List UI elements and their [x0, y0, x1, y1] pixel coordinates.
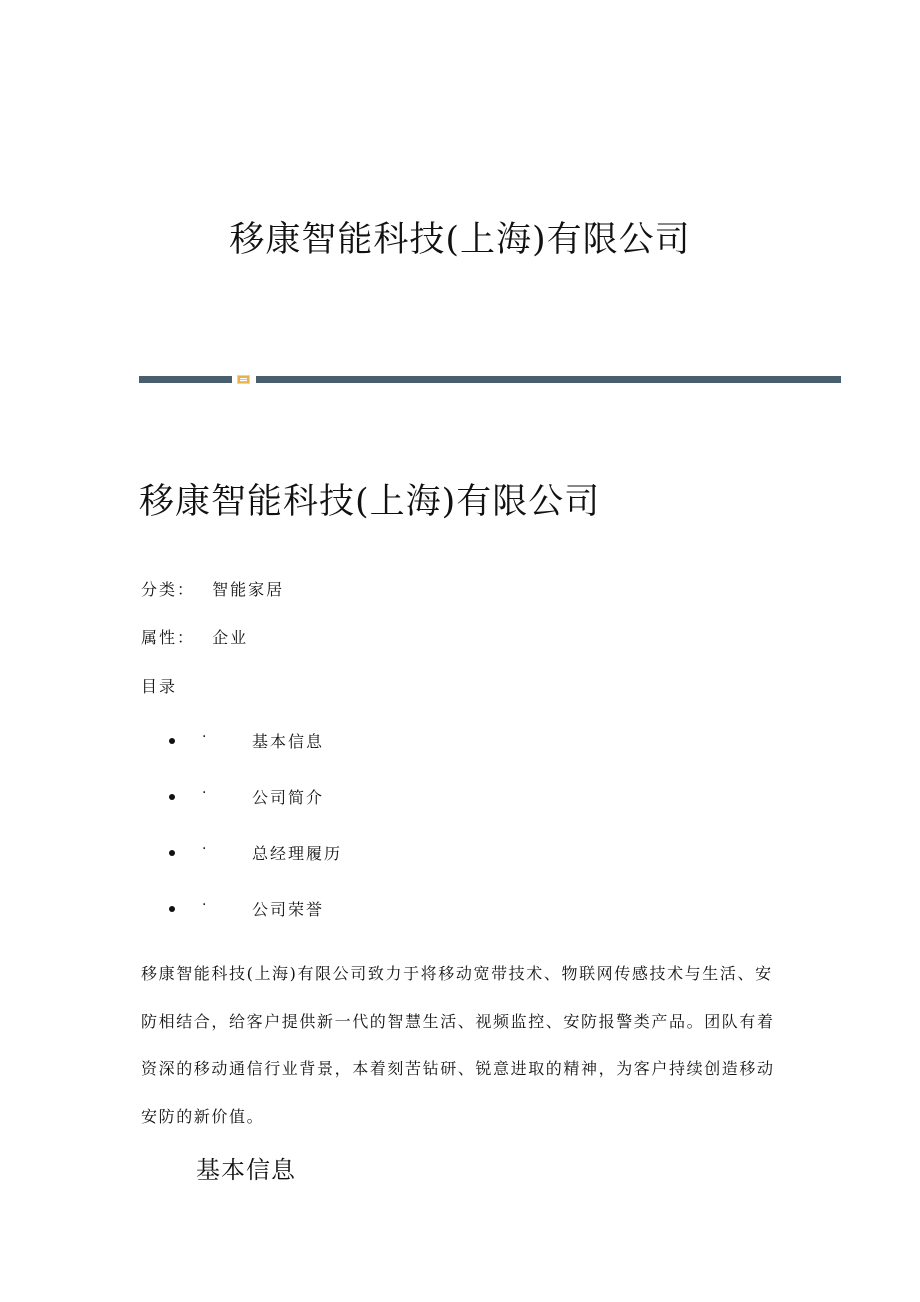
attribute-value: 企业	[212, 628, 249, 647]
divider-bar-right	[256, 376, 841, 383]
section-heading-basic-info: 基本信息	[196, 1156, 296, 1184]
bullet-icon	[169, 738, 175, 744]
attribute-row	[141, 625, 248, 648]
bullet-icon	[169, 850, 175, 856]
toc-item[interactable]	[0, 729, 500, 753]
toc-item[interactable]	[0, 841, 500, 865]
toc-item-label[interactable]: 基本信息	[252, 732, 325, 751]
category-label: 分类：	[141, 580, 196, 599]
toc-item[interactable]	[0, 897, 500, 921]
toc-heading: 目录	[141, 677, 178, 696]
toc-item-label[interactable]: 公司荣誉	[252, 900, 325, 919]
bullet-icon	[169, 906, 175, 912]
attribute-label: 属性：	[141, 628, 196, 647]
category-row	[141, 577, 284, 600]
intro-paragraph: 移康智能科技(上海)有限公司致力于将移动宽带技术、物联网传感技术与生活、安防相结合，给客户提供新一代的智慧生活、视频监控、安防报警类产品。团队有着资深的移动通信行业背景，本着刻苦钻研、锐意进取的精神，为客户持续创造移动安防的新价值。	[141, 964, 775, 1126]
toc-item[interactable]	[0, 785, 500, 809]
bullet-icon	[169, 794, 175, 800]
toc-marker: ·	[202, 729, 209, 745]
document-title: 移康智能科技(上海)有限公司	[139, 482, 601, 522]
category-value: 智能家居	[212, 580, 285, 599]
toc-item-label[interactable]: 总经理履历	[252, 844, 343, 863]
cover-title: 移康智能科技(上海)有限公司	[229, 220, 691, 260]
toc-marker: ·	[202, 841, 209, 857]
divider-ornament-icon	[237, 375, 250, 384]
title-divider	[139, 375, 841, 385]
toc-marker: ·	[202, 785, 209, 801]
toc-item-label[interactable]: 公司简介	[252, 788, 325, 807]
divider-bar-left	[139, 376, 232, 383]
toc-marker: ·	[202, 897, 209, 913]
